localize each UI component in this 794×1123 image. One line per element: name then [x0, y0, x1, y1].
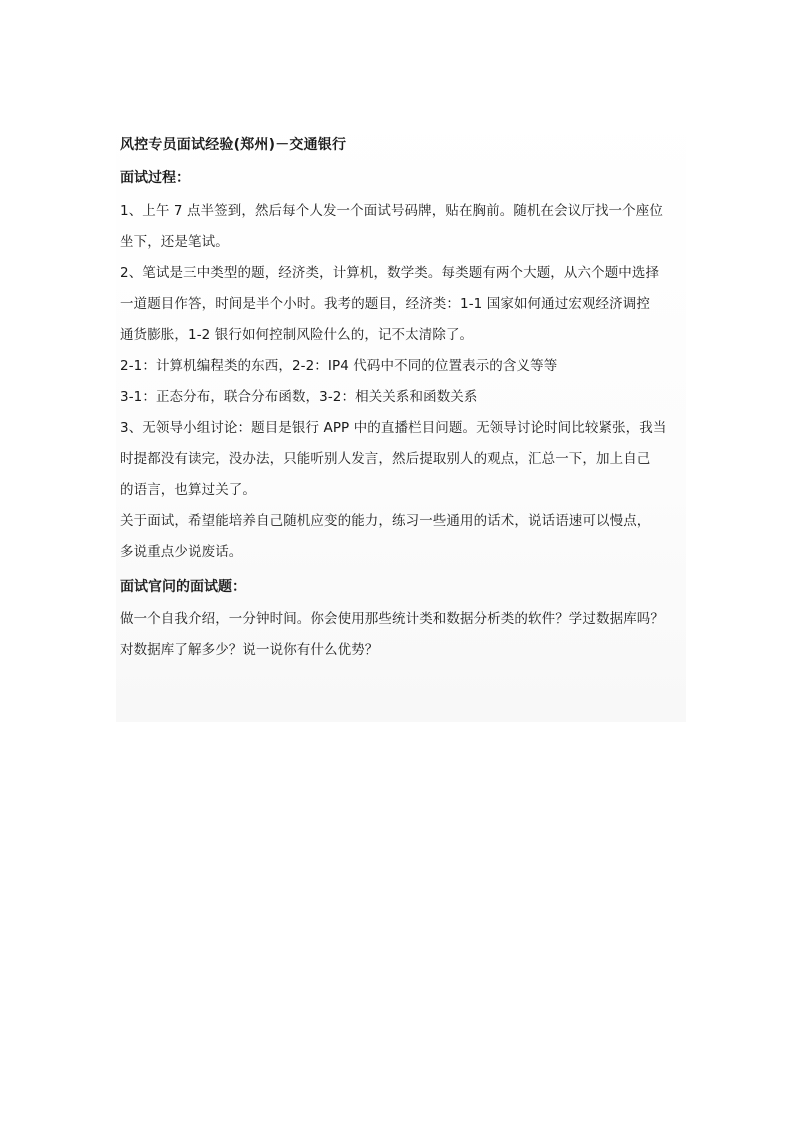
process-line: 3-1：正态分布，联合分布函数，3-2：相关关系和函数关系	[120, 389, 478, 405]
process-line: 多说重点少说废话。	[120, 544, 243, 560]
process-line: 一道题目作答，时间是半个小时。我考的题目，经济类：1-1 国家如何通过宏观经济调控	[120, 296, 650, 312]
process-heading: 面试过程：	[120, 170, 190, 186]
process-line: 的语言，也算过关了。	[120, 482, 256, 498]
process-line: 坐下，还是笔试。	[120, 234, 229, 250]
process-line: 关于面试，希望能培养自己随机应变的能力，练习一些通用的话术，说话语速可以慢点，	[120, 513, 651, 529]
process-line: 3、无领导小组讨论：题目是银行 APP 中的直播栏目问题。无领导讨论时间比较紧张，我当	[120, 420, 667, 436]
document-title: 风控专员面试经验(郑州)－交通银行	[120, 137, 347, 153]
document-body	[116, 100, 686, 722]
question-line: 做一个自我介绍，一分钟时间。你会使用那些统计类和数据分析类的软件？学过数据库吗？	[120, 611, 664, 627]
questions-heading: 面试官问的面试题：	[120, 579, 246, 595]
process-line: 时提都没有读完，没办法，只能听别人发言，然后提取别人的观点，汇总一下，加上自己	[120, 451, 651, 467]
question-line: 对数据库了解多少？说一说你有什么优势？	[120, 642, 379, 658]
process-line: 2、笔试是三中类型的题，经济类，计算机，数学类。每类题有两个大题，从六个题中选择	[120, 265, 660, 281]
process-line: 1、上午 7 点半签到，然后每个人发一个面试号码牌，贴在胸前。随机在会议厅找一个座位	[120, 203, 663, 219]
process-line: 2-1：计算机编程类的东西，2-2：IP4 代码中不同的位置表示的含义等等	[120, 358, 558, 374]
process-line: 通货膨胀，1-2 银行如何控制风险什么的，记不太清除了。	[120, 327, 474, 343]
